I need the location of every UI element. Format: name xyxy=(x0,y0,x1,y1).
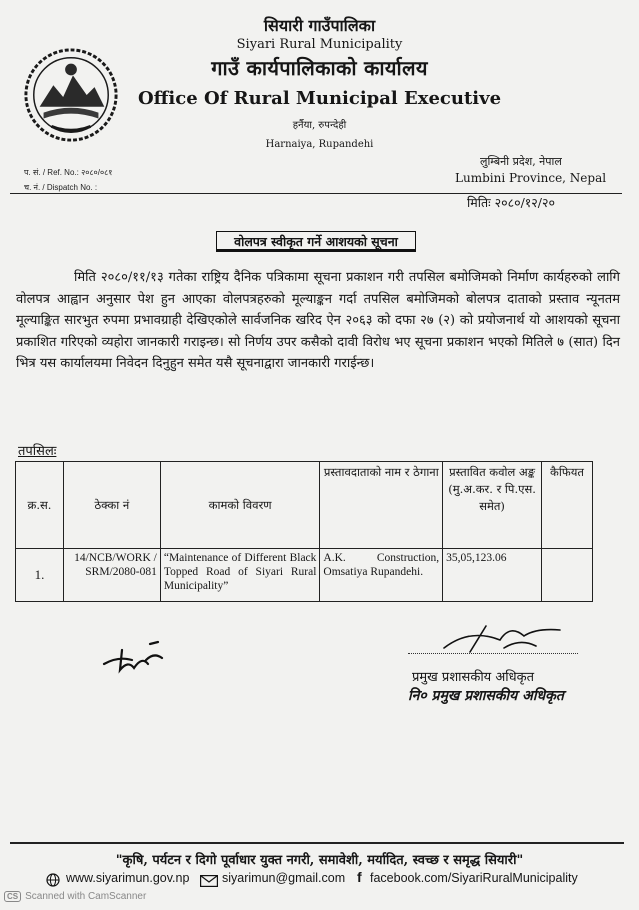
cell-contract-no: 14/NCB/WORK / SRM/2080-081 xyxy=(63,549,160,602)
office-name-np: गाउँ कार्यपालिकाको कार्यालय xyxy=(211,56,428,80)
issue-date: मितिः २०८०/१२/२० xyxy=(467,195,555,210)
footer-divider xyxy=(10,842,624,844)
col-header-sn: क्र.स. xyxy=(16,462,64,549)
ref-number: प. सं. / Ref. No.: २०८०/०८१ xyxy=(24,168,113,177)
col-header-amount: प्रस्तावित कवोल अङ्क (मु.अ.कर. र पि.एस. समेत) xyxy=(443,462,542,549)
dispatch-number: च. नं. / Dispatch No. : xyxy=(24,183,98,192)
cell-remarks xyxy=(542,549,593,602)
footer-facebook: facebook.com/SiyariRuralMunicipality xyxy=(370,871,578,885)
municipality-name-en: Siyari Rural Municipality xyxy=(236,37,403,52)
camscanner-badge: CS xyxy=(4,891,21,902)
col-header-description: कामको विवरण xyxy=(160,462,320,549)
signature-line xyxy=(408,653,578,654)
footer-website: www.siyarimun.gov.np xyxy=(66,871,190,885)
camscanner-watermark xyxy=(4,891,146,902)
table-row xyxy=(16,549,593,602)
mail-icon xyxy=(200,875,218,887)
footer-email: siyarimun@gmail.com xyxy=(222,871,346,885)
province-np: लुम्बिनी प्रदेश, नेपाल xyxy=(480,155,562,168)
office-name-en: Office Of Rural Municipal Executive xyxy=(137,88,502,109)
facebook-icon: f xyxy=(357,869,362,885)
left-signature xyxy=(98,630,170,680)
cell-bidder: A.K. Construction, Omsatiya Rupandehi. xyxy=(320,549,443,602)
col-header-bidder: प्रस्तावदाताको नाम र ठेगाना xyxy=(320,462,443,549)
cell-sn: 1. xyxy=(16,549,64,602)
province-en: Lumbini Province, Nepal xyxy=(455,171,607,185)
tapasil-label: तपसिलः xyxy=(18,444,57,459)
cell-amount: 35,05,123.06 xyxy=(443,549,542,602)
municipality-name-np: सियारी गाउँपालिका xyxy=(263,16,376,35)
address-np: हर्नैया, रुपन्देही xyxy=(292,120,347,131)
officer-stamp: नि० प्रमुख प्रशासकीय अधिकृत xyxy=(408,688,564,704)
globe-icon xyxy=(46,873,60,887)
address-en: Harnaiya, Rupandehi xyxy=(265,139,374,150)
notice-body: मिति २०८०/११/१३ गतेका राष्ट्रिय दैनिक पत्रिकामा सूचना प्रकाशन गरी तपसिल बमोजिमको निर्माण कार्यहरुको लागि वोलपत्र आह्वान अनुसार पेश हुन आएका वोलपत्रहरुको मूल्याङ्कन गर्दा तपसिल बमोजिमको बोलपत्र दाताको प्रस्ताव न्यूनतम मूल्याङ्कित सारभुत रुपमा प्रभावग्राही देखिएकोले सार्वजनिक खरिद ऐन २०६३ को दफा २७ (२) को प्रयोजनार्थ यो आशयको सूचना प्रकाशित गरिएको व्यहोरा जानकारी गराइन्छ। सो निर्णय उपर कसैको दावी विरोध भए सूचना प्रकाशन भएको मितिले ७ (सात) दिन भित्र यस कार्यालयमा निवेदन दिनुहुन समेत यसै सूचनाद्वारा जानकारी गराईन्छ। xyxy=(16,270,620,371)
officer-designation: प्रमुख प्रशासकीय अधिकृत xyxy=(412,670,535,685)
col-header-contract-no: ठेक्का नं xyxy=(63,462,160,549)
bid-table xyxy=(15,461,593,602)
footer-motto: "कृषि, पर्यटन र दिगो पूर्वाधार युक्त नगरी, समावेशी, मर्यादित, स्वच्छ र समृद्ध सियारी" xyxy=(115,853,524,868)
col-header-remarks: कैफियत xyxy=(542,462,593,549)
officer-signature xyxy=(440,618,570,658)
table-header-row xyxy=(16,462,593,549)
notice-title: वोलपत्र स्वीकृत गर्ने आशयको सूचना xyxy=(216,231,416,252)
cell-description: “Maintenance of Different Black Topped Road of Siyari Rural Municipality” xyxy=(160,549,320,602)
camscanner-text: Scanned with CamScanner xyxy=(25,891,147,902)
